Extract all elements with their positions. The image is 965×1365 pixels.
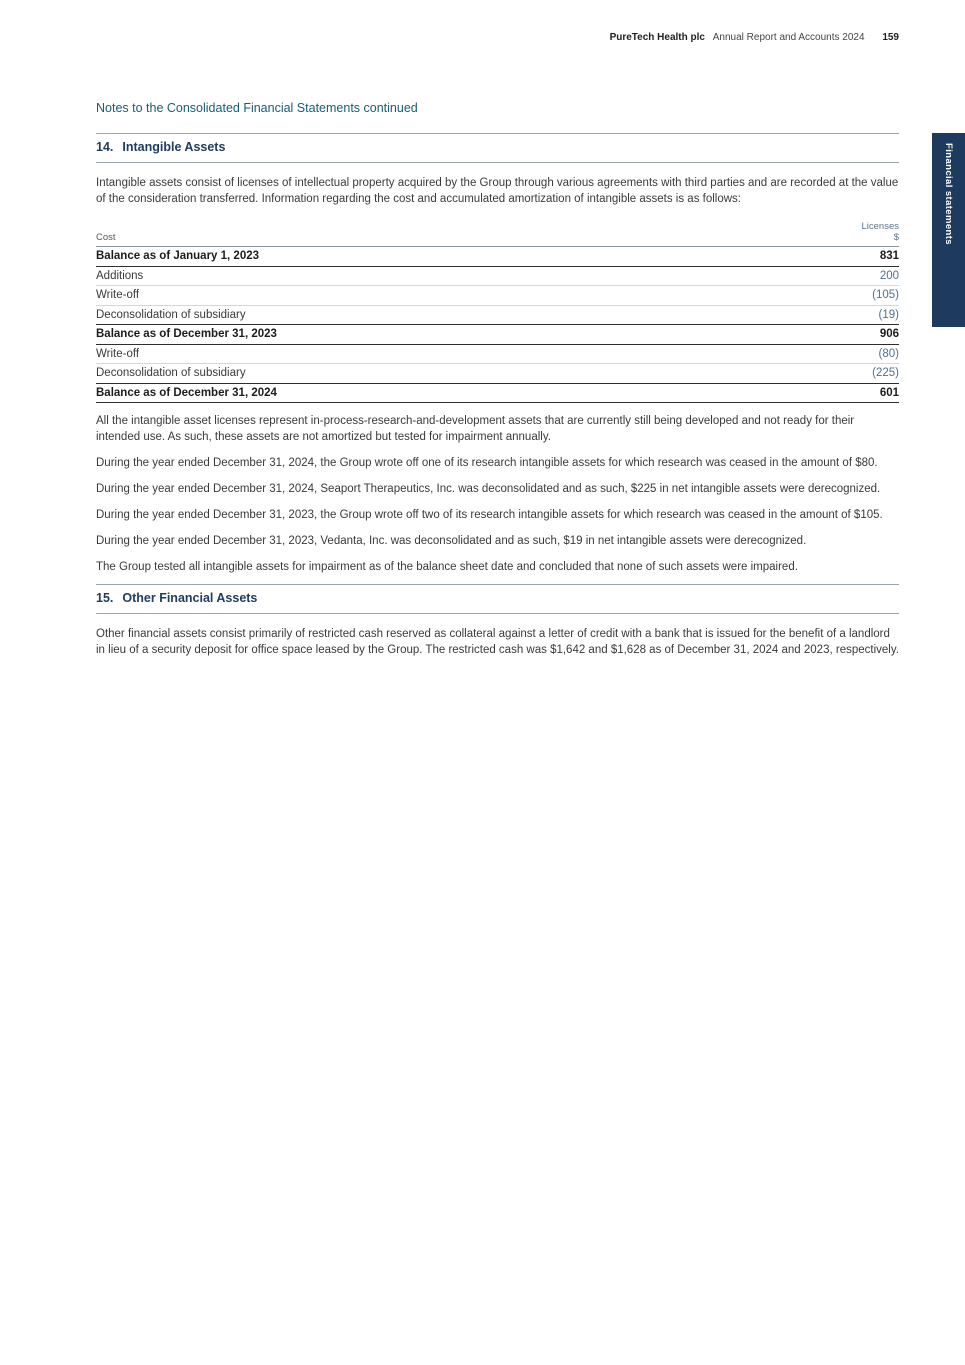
table-row <box>96 364 899 384</box>
section-15-heading <box>96 584 899 614</box>
column-unit: $ <box>893 232 899 243</box>
row-label: Write-off <box>96 289 140 302</box>
row-header-cost: Cost <box>96 232 116 243</box>
row-label: Deconsolidation of subsidiary <box>96 367 246 380</box>
intangible-assets-table <box>96 221 899 403</box>
table-row <box>96 286 899 306</box>
section-14-intangible-assets <box>96 133 899 575</box>
page-content <box>96 0 899 658</box>
section-title: Intangible Assets <box>122 140 226 154</box>
section-14-heading <box>96 133 899 163</box>
section-15-paragraph: Other financial assets consist primarily of restricted cash reserved as collateral against a letter of credit with a bank that is issued for the benefit of a landlord in lieu of a security deposit for office space leased by the Group. The restricted cash was $1,642 and $1,628 as of December 31, 2024 and 2023, respectively. <box>96 628 899 656</box>
section-number: 15. <box>96 591 114 605</box>
table-header <box>96 221 899 247</box>
section-14-paragraph: During the year ended December 31, 2024, Seaport Therapeutics, Inc. was deconsolidated and as such, $225 in net intangible assets were derecognized. <box>96 483 881 495</box>
side-tab-label: Financial statements <box>943 143 954 245</box>
section-15-other-financial-assets <box>96 584 899 658</box>
row-label: Balance as of December 31, 2024 <box>96 386 277 399</box>
section-14-intro: Intangible assets consist of licenses of intellectual property acquired by the Group through various agreements with third parties and are recorded at the value of the consideration transferred. Information regarding the cost and accumulated amortization of intangible assets is as follows: <box>96 177 899 205</box>
row-value: 906 <box>879 328 899 341</box>
section-14-paragraph: During the year ended December 31, 2023, Vedanta, Inc. was deconsolidated and as such, $19 in net intangible assets were derecognized. <box>96 535 807 547</box>
table-row <box>96 267 899 287</box>
doc-title: Notes to the Consolidated Financial Statements continued <box>96 101 418 115</box>
row-label: Deconsolidation of subsidiary <box>96 308 246 321</box>
side-tab-financial-statements <box>932 133 965 327</box>
table-row <box>96 306 899 326</box>
section-number: 14. <box>96 140 114 154</box>
column-header-licenses: Licenses <box>861 221 899 232</box>
table-row <box>96 325 899 345</box>
section-14-paragraph: During the year ended December 31, 2023, the Group wrote off two of its research intangible assets for which research was ceased in the amount of $105. <box>96 509 883 521</box>
row-value: 601 <box>879 386 899 399</box>
row-label: Balance as of December 31, 2023 <box>96 328 277 341</box>
row-value: (80) <box>878 347 899 360</box>
section-14-paragraph: The Group tested all intangible assets for impairment as of the balance sheet date and concluded that none of such assets were impaired. <box>96 561 798 573</box>
row-label: Additions <box>96 269 144 282</box>
section-14-paragraph: All the intangible asset licenses represent in-process-research-and-development assets that are currently still being developed and not ready for their intended use. As such, these assets are not amortized but tested for impairment annually. <box>96 415 855 443</box>
report-title: Annual Report and Accounts 2024 <box>712 32 865 43</box>
row-label: Write-off <box>96 347 140 360</box>
row-value: (225) <box>872 367 899 380</box>
section-14-paragraph: During the year ended December 31, 2024, the Group wrote off one of its research intangible assets for which research was ceased in the amount of $80. <box>96 457 878 469</box>
brand-name: PureTech Health plc <box>609 32 705 43</box>
row-value: (105) <box>872 289 899 302</box>
row-value: 831 <box>879 250 899 263</box>
section-title: Other Financial Assets <box>122 591 258 605</box>
page-number: 159 <box>882 32 899 43</box>
table-row <box>96 384 899 404</box>
row-value: 200 <box>879 269 899 282</box>
table-row <box>96 345 899 365</box>
row-value: (19) <box>878 308 899 321</box>
table-row <box>96 247 899 267</box>
row-label: Balance as of January 1, 2023 <box>96 250 260 263</box>
